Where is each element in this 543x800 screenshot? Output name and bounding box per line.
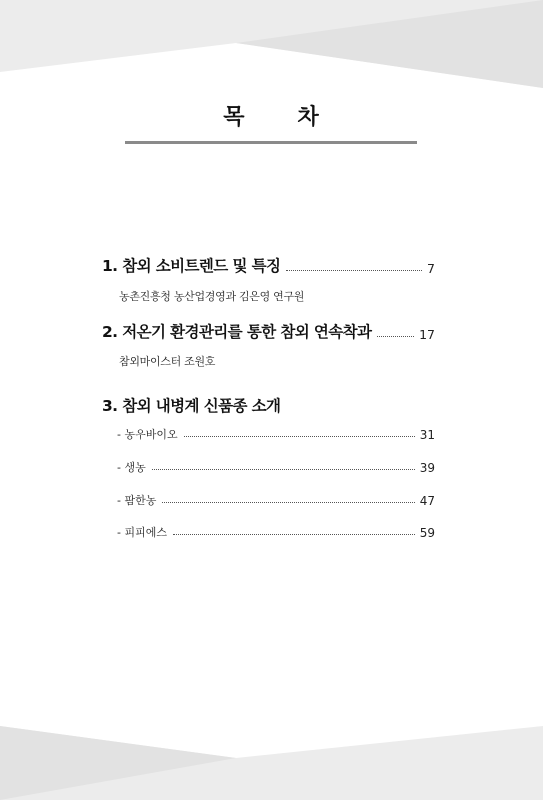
toc-subentry-3[interactable] <box>117 492 435 508</box>
title-divider <box>125 141 417 144</box>
toc-subentry-label: - 농우바이오 <box>117 428 178 441</box>
dot-leader <box>286 270 422 271</box>
toc-entry-1[interactable] <box>102 254 435 276</box>
toc-entry-3[interactable]: 3. 참외 내병계 신품종 소개 <box>102 397 281 415</box>
dot-leader <box>152 469 415 470</box>
toc-entry-2[interactable] <box>102 320 435 342</box>
toc-entry-page: 7 <box>427 261 435 276</box>
dot-leader <box>162 502 414 503</box>
toc-subentry-page: 39 <box>419 461 435 475</box>
toc-entry-page: 17 <box>419 327 435 342</box>
toc-subentry-page: 31 <box>419 428 435 442</box>
dot-leader <box>173 534 415 535</box>
title-left: 목 <box>223 105 246 130</box>
toc-subentry-label: - 생농 <box>117 461 146 474</box>
title-right: 차 <box>297 105 320 130</box>
toc-subentry-page: 59 <box>419 526 435 540</box>
toc-entry-author: 참외마이스터 조원호 <box>119 355 216 368</box>
toc-entry-label: 2. 저온기 환경관리를 통한 참외 연속착과 <box>102 323 372 341</box>
toc-subentry-1[interactable] <box>117 426 435 442</box>
dot-leader <box>377 336 414 337</box>
toc-subentry-2[interactable] <box>117 459 435 475</box>
toc-subentry-page: 47 <box>419 494 435 508</box>
toc-entry-label: 1. 참외 소비트렌드 및 특징 <box>102 257 281 275</box>
toc-subentry-4[interactable] <box>117 524 435 540</box>
toc-subentry-label: - 팜한농 <box>117 494 157 507</box>
toc-subentry-label: - 피피에스 <box>117 526 167 539</box>
toc-entry-author: 농촌진흥청 농산업경영과 김은영 연구원 <box>119 290 305 303</box>
dot-leader <box>184 436 415 437</box>
page-title <box>0 100 543 131</box>
